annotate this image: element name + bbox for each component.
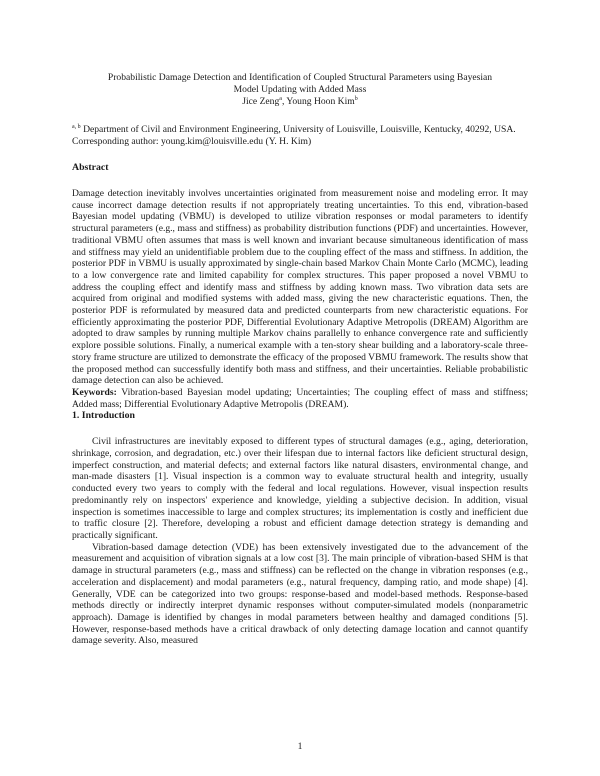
keywords-label: Keywords: [72,386,117,398]
author-list [72,96,528,108]
keywords [72,387,528,410]
page-number: 1 [297,741,303,752]
author-separator: , [281,96,287,107]
affiliation [72,124,528,136]
affiliation-sup: a, b [72,123,81,130]
intro-paragraph-1: Civil infrastructures are inevitably exposed to different types of structural damages (e.g., aging, deterioration, shrinkage, corrosion, and degradation, etc.) over their lifespan due to internal factors like deficient structural design, imperfect construction, and material defects; and external factors like natural disasters, environmental change, and man-made disasters [1]. Visual inspection is a common way to evaluate structural health and integrity, usually conducted every two years to comply with the federal and local regulations. However, visual inspection results predominantly rely on inspectors' experience and knowledge, yielding a subjective decision. In addition, visual inspection is sometimes inaccessible to large and complex structures; its implementation is costly and inefficient due to traffic closure [2]. Therefore, developing a robust and efficient damage detection strategy is demanding and practically significant. [72,436,528,541]
keywords-text: Vibration-based Bayesian model updating; Uncertainties; The coupling effect of mass and stiffness; Added mass; Differential Evolutionary Adaptive Metropolis (DREAM). [72,386,528,410]
author-1: Jice Zeng [242,96,280,107]
author-2: Young Hoon Kim [286,96,355,107]
abstract-heading: Abstract [72,162,109,173]
paper-title-line-2: Model Updating with Added Mass [233,84,367,95]
author-2-sup: b [354,95,358,102]
paper-title-line-1: Probabilistic Damage Detection and Identification of Coupled Structural Parameters using Bayesian [107,72,493,83]
abstract-text: Damage detection inevitably involves uncertainties originated from measurement noise and modeling error. It may cause incorrect damage detection results if not appropriately treating uncertainties. To this end, vibration-based Bayesian model updating (VBMU) is developed to utilize vibration responses or modal parameters to identify structural parameters (e.g., mass and stiffness) as probability distribution functions (PDF) and uncertainties. However, traditional VBMU often assumes that mass is well known and invariant because simultaneous identification of mass and stiffness may yield an unidentifiable problem due to the coupling effect of the mass and stiffness. In addition, the posterior PDF in VBMU is usually approximated by single-chain based Markov Chain Monte Carlo (MCMC), leading to a low convergence rate and limited capability for complex structures. This paper proposed a novel VBMU to address the coupling effect and identify mass and stiffness by adding known mass. Two vibration data sets are acquired from original and modified systems with added mass, giving the new characteristic equations. Then, the posterior PDF is reformulated by measured data and predicted counterparts from new characteristic equations. For efficiently approximating the posterior PDF, Differential Evolutionary Adaptive Metropolis (DREAM) Algorithm are adopted to draw samples by running multiple Markov chains parallelly to enhance convergence rate and sufficiently explore possible solutions. Finally, a numerical example with a ten-story shear building and a laboratory-scale three-story frame structure are utilized to demonstrate the efficacy of the proposed VBMU framework. The results show that the proposed method can successfully identify both mass and stiffness, and their uncertainties. Reliable probabilistic damage detection can also be achieved. [72,188,528,387]
section-heading-introduction: 1. Introduction [72,410,135,422]
corresponding-author: Corresponding author: young.kim@louisville.edu (Y. H. Kim) [72,136,312,147]
author-1-sup: a [279,95,282,102]
affiliation-text: Department of Civil and Environment Engineering, University of Louisville, Louisville, Kentucky, 40292, USA. [80,124,516,135]
intro-paragraph-2: Vibration-based damage detection (VDE) has been extensively investigated due to the advancement of the measurement and acquisition of vibration signals at a low cost [3]. The main principle of vibration-based SHM is that damage in structural parameters (e.g., mass and stiffness) can be reflected on the change in vibration responses (e.g., acceleration and displacement) and modal parameters (e.g., natural frequency, damping ratio, and mode shape) [4]. Generally, VDE can be categorized into two groups: response-based and model-based methods. Response-based methods directly or indirectly interpret dynamic responses without computer-simulated models (nonparametric approach). Damage is identified by changes in modal parameters between healthy and damaged conditions [5]. However, response-based methods have a critical drawback of only detecting damage location and cannot quantify damage severity. Also, measured [72,541,528,647]
